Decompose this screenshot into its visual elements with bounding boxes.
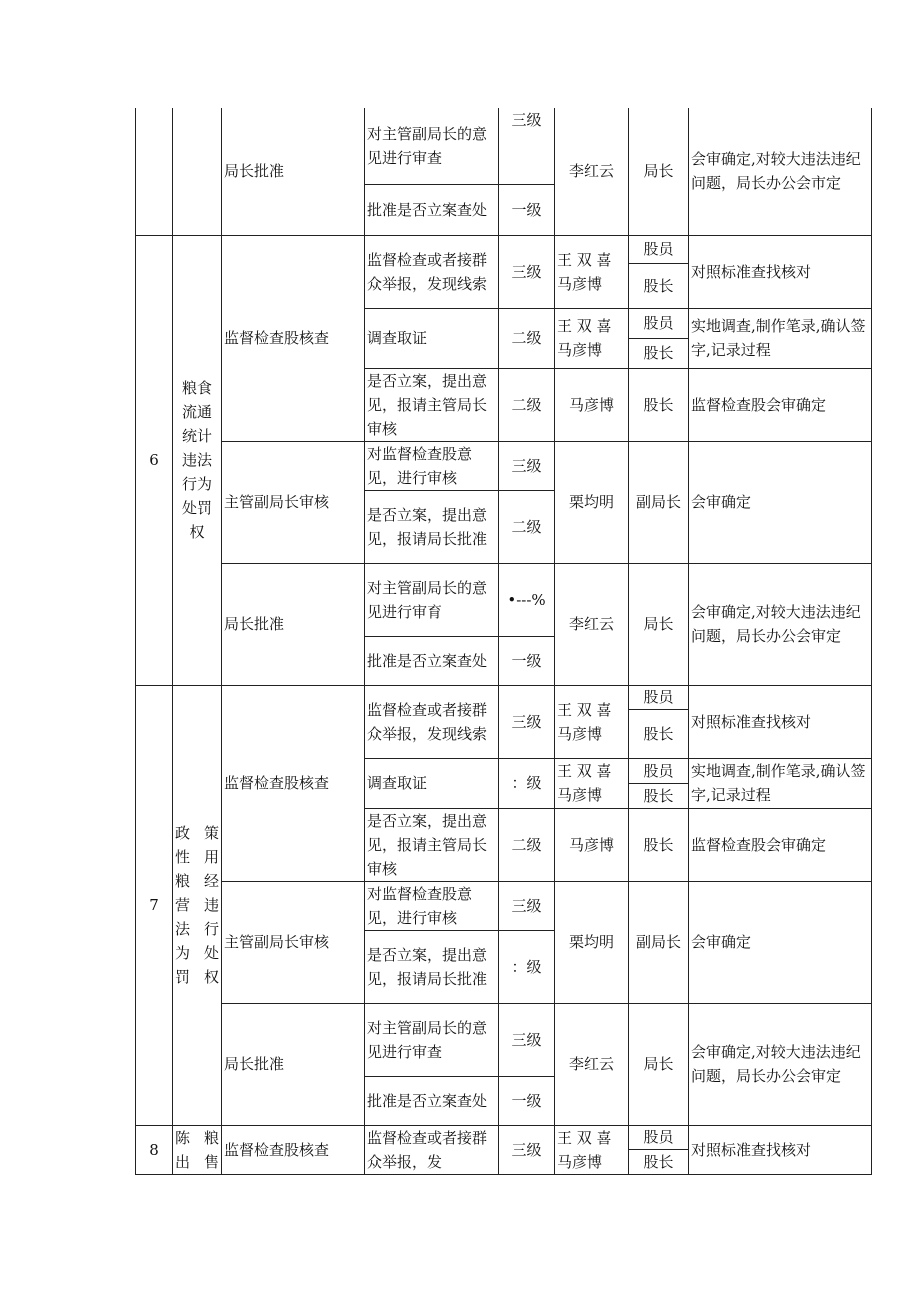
- task-cell: 监督检查或者接群众举报，发: [365, 1125, 499, 1174]
- person-cell: 王 双 喜 马彦博: [555, 1125, 629, 1174]
- role-cell: 局长: [629, 108, 689, 235]
- note-cell: 实地调查,制作笔录,确认签字,记录过程: [689, 308, 872, 368]
- level-cell: 三级: [499, 685, 555, 758]
- role-cell: 股员: [629, 235, 689, 263]
- task-cell: 对监督检查股意见，进行审核: [365, 881, 499, 930]
- approval-step-cell: 主管副局长审核: [222, 441, 365, 563]
- approval-step-cell: 局长批准: [222, 108, 365, 235]
- level-cell: ：级: [499, 758, 555, 808]
- note-cell: 会审确定,对较大违法违纪问题，局长办公会审定: [689, 1003, 872, 1125]
- table-row: [136, 1003, 872, 1076]
- role-cell: 股长: [629, 368, 689, 441]
- item-name-cell: [173, 108, 222, 235]
- role-cell: 股长: [629, 338, 689, 368]
- level-cell: 三级: [499, 108, 555, 184]
- approval-step-cell: 监督检查股核查: [222, 1125, 365, 1174]
- table-row: [136, 235, 872, 263]
- item-name-cell: 粮食流通统计违法行为处罚权: [173, 235, 222, 685]
- role-cell: 副局长: [629, 441, 689, 563]
- level-cell: 三级: [499, 235, 555, 308]
- person-cell: 栗均明: [555, 881, 629, 1003]
- table-row: [136, 441, 872, 490]
- approval-step-cell: 监督检查股核查: [222, 235, 365, 441]
- level-cell: ：级: [499, 930, 555, 1003]
- item-number-cell: [136, 108, 173, 235]
- task-cell: 调查取证: [365, 308, 499, 368]
- role-cell: 股员: [629, 1125, 689, 1150]
- person-cell: 李红云: [555, 563, 629, 685]
- person-cell: 王 双 喜 马彦博: [555, 308, 629, 368]
- level-cell: 二级: [499, 308, 555, 368]
- level-cell: 一级: [499, 1076, 555, 1125]
- role-cell: 股长: [629, 263, 689, 308]
- task-cell: 对主管副局长的意见进行审查: [365, 108, 499, 184]
- level-cell: 二级: [499, 368, 555, 441]
- task-cell: 监督检查或者接群众举报，发现线索: [365, 685, 499, 758]
- task-cell: 对监督检查股意见，进行审核: [365, 441, 499, 490]
- person-cell: 李红云: [555, 108, 629, 235]
- item-name-cell: 政策性用粮经营违法行为处罚权: [173, 685, 222, 1125]
- level-cell: 三级: [499, 1003, 555, 1076]
- level-cell: 二级: [499, 808, 555, 881]
- item-name-cell: 陈粮出售: [173, 1125, 222, 1174]
- note-cell: 监督检查股会审确定: [689, 368, 872, 441]
- task-cell: 批准是否立案查处: [365, 184, 499, 235]
- task-cell: 批准是否立案查处: [365, 1076, 499, 1125]
- role-cell: 股长: [629, 709, 689, 758]
- task-cell: 监督检查或者接群众举报，发现线索: [365, 235, 499, 308]
- level-cell: 一级: [499, 184, 555, 235]
- role-cell: 股员: [629, 758, 689, 783]
- level-cell: •---%: [499, 563, 555, 636]
- role-cell: 股员: [629, 685, 689, 709]
- person-cell: 栗均明: [555, 441, 629, 563]
- approval-process-table: [135, 108, 872, 1175]
- table-row: [136, 685, 872, 709]
- note-cell: 实地调查,制作笔录,确认签字,记录过程: [689, 758, 872, 808]
- task-cell: 对主管副局长的意见进行审育: [365, 563, 499, 636]
- task-cell: 是否立案，提出意见，报请局长批准: [365, 930, 499, 1003]
- note-cell: 对照标准查找核对: [689, 1125, 872, 1174]
- approval-step-cell: 监督检查股核查: [222, 685, 365, 881]
- task-cell: 调查取证: [365, 758, 499, 808]
- person-cell: 马彦博: [555, 368, 629, 441]
- person-cell: 王 双 喜 马彦博: [555, 685, 629, 758]
- item-number-cell: 8: [136, 1125, 173, 1174]
- level-cell: 一级: [499, 636, 555, 685]
- role-cell: 股员: [629, 308, 689, 338]
- note-cell: 会审确定,对较大违法违纪问题，局长办公会审定: [689, 563, 872, 685]
- role-cell: 副局长: [629, 881, 689, 1003]
- task-cell: 是否立案，提出意见，报请主管局长审核: [365, 808, 499, 881]
- approval-step-cell: 局长批准: [222, 563, 365, 685]
- approval-step-cell: 局长批准: [222, 1003, 365, 1125]
- note-cell: 对照标准查找核对: [689, 235, 872, 308]
- item-number-cell: 6: [136, 235, 173, 685]
- task-cell: 是否立案，提出意见，报请主管局长审核: [365, 368, 499, 441]
- note-cell: 监督检查股会审确定: [689, 808, 872, 881]
- role-cell: 股长: [629, 808, 689, 881]
- table-row: [136, 881, 872, 930]
- note-cell: 会审确定: [689, 441, 872, 563]
- level-cell: 三级: [499, 441, 555, 490]
- note-cell: 会审确定: [689, 881, 872, 1003]
- task-cell: 是否立案，提出意见，报请局长批准: [365, 490, 499, 563]
- person-cell: 王 双 喜 马彦博: [555, 758, 629, 808]
- role-cell: 局长: [629, 563, 689, 685]
- role-cell: 股长: [629, 783, 689, 808]
- person-cell: 王 双 喜 马彦博: [555, 235, 629, 308]
- table-row: [136, 1125, 872, 1150]
- approval-step-cell: 主管副局长审核: [222, 881, 365, 1003]
- table-row: [136, 563, 872, 636]
- role-cell: 局长: [629, 1003, 689, 1125]
- level-cell: 三级: [499, 1125, 555, 1174]
- note-cell: 会审确定,对较大违法违纪问题，局长办公会市定: [689, 108, 872, 235]
- task-cell: 对主管副局长的意见进行审查: [365, 1003, 499, 1076]
- level-cell: 二级: [499, 490, 555, 563]
- level-cell: 三级: [499, 881, 555, 930]
- note-cell: 对照标准查找核对: [689, 685, 872, 758]
- person-cell: 李红云: [555, 1003, 629, 1125]
- table-row: [136, 108, 872, 184]
- task-cell: 批准是否立案查处: [365, 636, 499, 685]
- item-number-cell: 7: [136, 685, 173, 1125]
- person-cell: 马彦博: [555, 808, 629, 881]
- role-cell: 股长: [629, 1150, 689, 1175]
